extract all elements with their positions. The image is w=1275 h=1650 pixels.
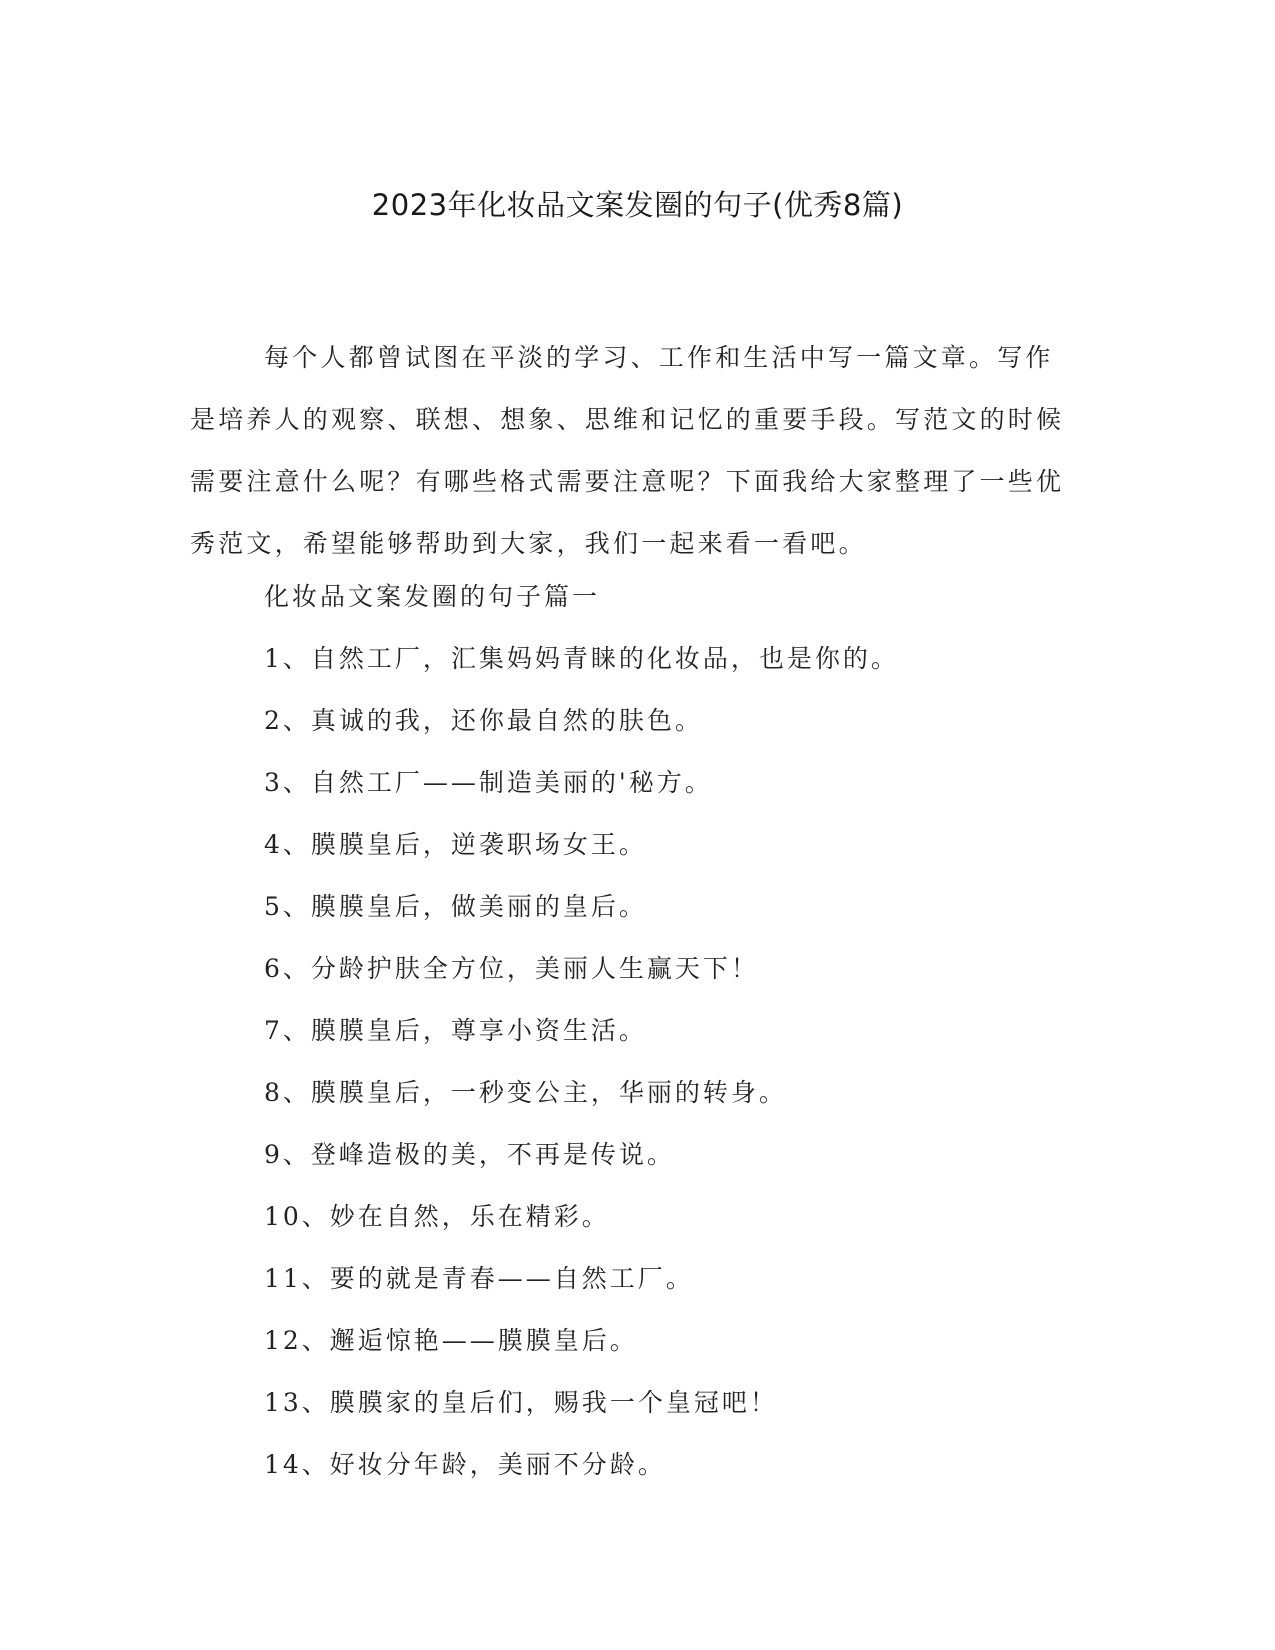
list-item: 10、妙在自然，乐在精彩。 — [264, 1202, 610, 1231]
list-item: 14、好妆分年龄，美丽不分龄。 — [264, 1450, 666, 1479]
sentence-list — [264, 637, 899, 1505]
list-item: 6、分龄护肤全方位，美丽人生赢天下！ — [264, 954, 759, 983]
list-item: 1、自然工厂，汇集妈妈青睐的化妆品，也是你的。 — [264, 644, 899, 673]
list-item: 4、膜膜皇后，逆袭职场女王。 — [264, 830, 647, 859]
list-item: 9、登峰造极的美，不再是传说。 — [264, 1140, 675, 1169]
intro-paragraph: 每个人都曾试图在平淡的学习、工作和生活中写一篇文章。写作是培养人的观察、联想、想象、思维和记忆的重要手段。写范文的时候需要注意什么呢？有哪些格式需要注意呢？下面我给大家整理了一些优秀范文，希望能够帮助到大家，我们一起来看一看吧。 — [190, 343, 1065, 558]
list-item: 11、要的就是青春——自然工厂。 — [264, 1264, 694, 1293]
list-item: 8、膜膜皇后，一秒变公主，华丽的转身。 — [264, 1078, 787, 1107]
section-heading: 化妆品文案发圈的句子篇一 — [264, 582, 601, 611]
list-item: 5、膜膜皇后，做美丽的皇后。 — [264, 892, 647, 921]
document-title: 2023年化妆品文案发圈的句子(优秀8篇) — [371, 188, 904, 222]
list-item: 3、自然工厂——制造美丽的'秘方。 — [264, 768, 713, 797]
list-item: 13、膜膜家的皇后们，赐我一个皇冠吧！ — [264, 1388, 778, 1417]
list-item: 2、真诚的我，还你最自然的肤色。 — [264, 706, 703, 735]
list-item: 7、膜膜皇后，尊享小资生活。 — [264, 1016, 647, 1045]
list-item: 12、邂逅惊艳——膜膜皇后。 — [264, 1326, 638, 1355]
